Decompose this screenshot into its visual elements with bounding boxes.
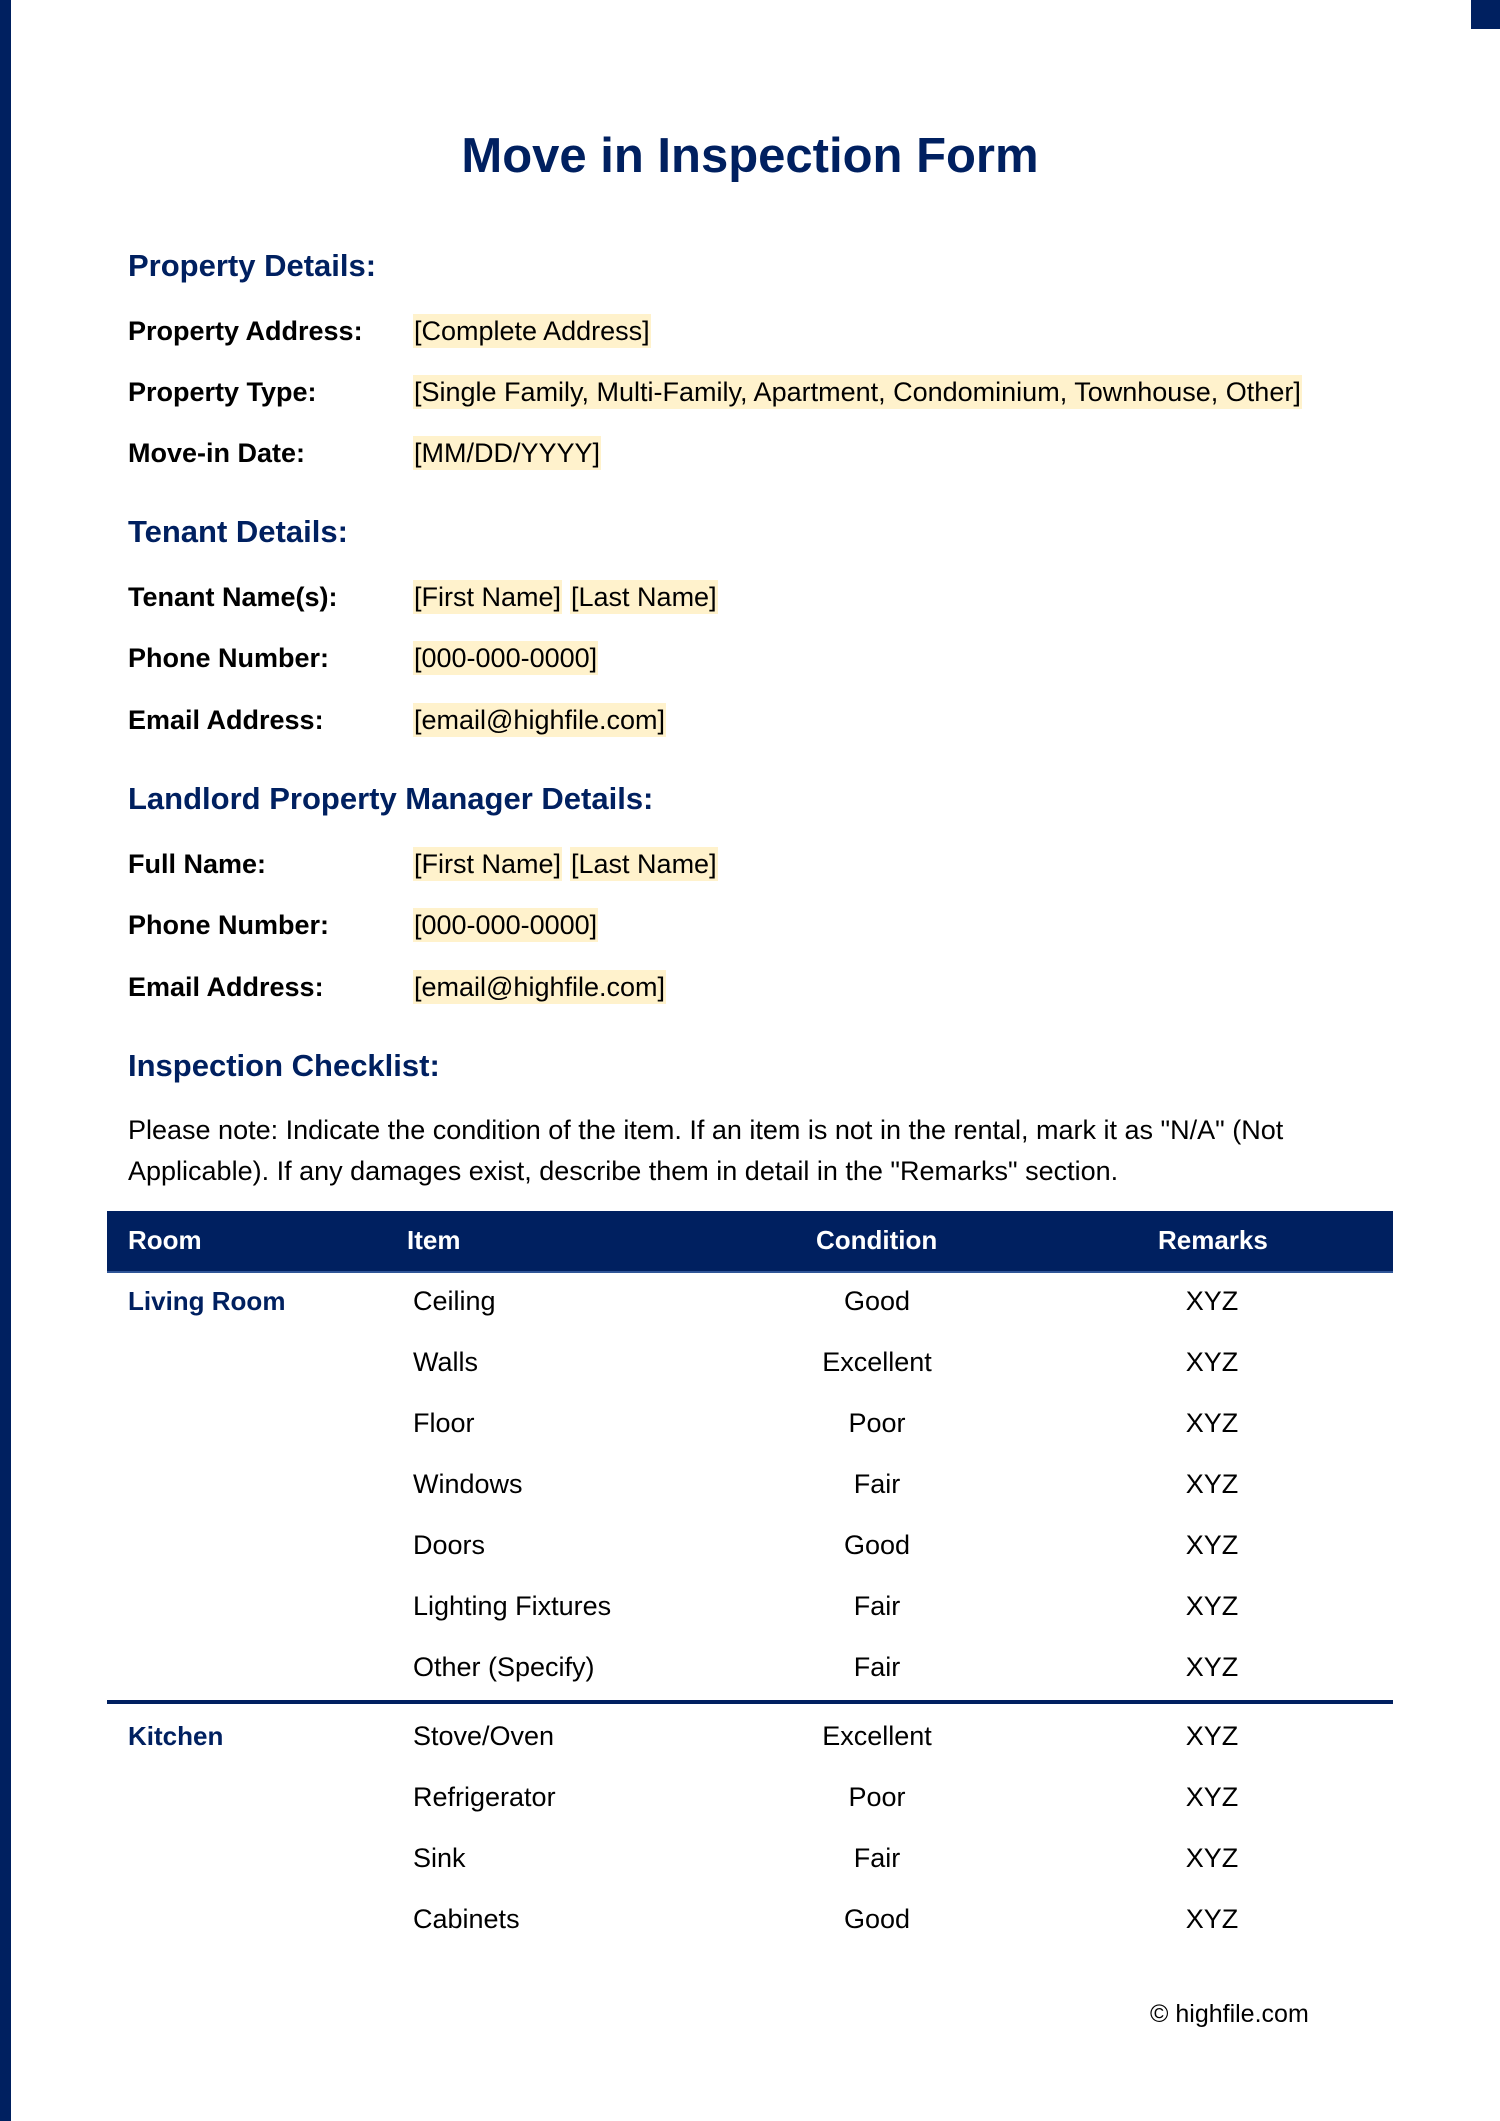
room-group-divider: [107, 1700, 1393, 1704]
remarks-cell[interactable]: XYZ: [1185, 1721, 1239, 1751]
item-cell: Cabinets: [413, 1904, 520, 1934]
landlord-phone-value[interactable]: [000-000-0000]: [414, 910, 598, 940]
landlord-last-name-value[interactable]: [Last Name]: [571, 849, 717, 879]
condition-cell[interactable]: Excellent: [822, 1347, 932, 1377]
page-title: Move in Inspection Form: [461, 129, 1039, 183]
condition-cell[interactable]: Excellent: [822, 1721, 932, 1751]
landlord-email-label: Email Address:: [128, 972, 324, 1002]
landlord-name-label: Full Name:: [128, 849, 267, 879]
remarks-cell[interactable]: XYZ: [1185, 1652, 1239, 1682]
tenant-email-field[interactable]: [413, 705, 666, 736]
header-room: Room: [128, 1225, 202, 1255]
landlord-email-value[interactable]: [email@highfile.com]: [414, 972, 666, 1002]
item-cell: Floor: [413, 1408, 475, 1438]
tenant-name-field[interactable]: [413, 582, 718, 613]
landlord-phone-field[interactable]: [413, 910, 598, 941]
item-cell: Doors: [413, 1530, 486, 1560]
item-cell: Ceiling: [413, 1286, 496, 1316]
room-label: Kitchen: [128, 1721, 224, 1751]
item-cell: Stove/Oven: [413, 1721, 555, 1751]
left-accent-bar: [0, 0, 11, 2121]
property-address-label: Property Address:: [128, 316, 363, 346]
item-cell: Windows: [413, 1469, 523, 1499]
move-in-date-label: Move-in Date:: [128, 438, 306, 468]
condition-cell[interactable]: Fair: [853, 1591, 901, 1621]
condition-cell[interactable]: Good: [843, 1286, 911, 1316]
remarks-cell[interactable]: XYZ: [1185, 1530, 1239, 1560]
table-header: [107, 1211, 1393, 1273]
tenant-phone-label: Phone Number:: [128, 643, 330, 673]
property-details-heading: Property Details:: [128, 248, 377, 283]
tenant-email-value[interactable]: [email@highfile.com]: [414, 705, 666, 735]
item-cell: Lighting Fixtures: [413, 1591, 612, 1621]
inspection-checklist-heading: Inspection Checklist:: [128, 1048, 440, 1083]
item-cell: Refrigerator: [413, 1782, 556, 1812]
landlord-name-field[interactable]: [413, 849, 718, 880]
item-cell: Other (Specify): [413, 1652, 595, 1682]
tenant-first-name-value[interactable]: [First Name]: [414, 582, 562, 612]
remarks-cell[interactable]: XYZ: [1185, 1782, 1239, 1812]
checklist-note: Please note: Indicate the condition of the item. If an item is not in the rental, mark it as "N/A" (Not Applicable). If any damages exist, describe them in detail in the "Remarks" section.: [128, 1115, 1284, 1186]
remarks-cell[interactable]: XYZ: [1185, 1408, 1239, 1438]
property-address-value[interactable]: [Complete Address]: [414, 316, 650, 346]
tenant-details-heading: Tenant Details:: [128, 514, 348, 549]
property-type-value[interactable]: [Single Family, Multi-Family, Apartment, Condominium, Townhouse, Other]: [414, 377, 1301, 407]
remarks-cell[interactable]: XYZ: [1185, 1286, 1239, 1316]
tenant-last-name-value[interactable]: [Last Name]: [571, 582, 717, 612]
remarks-cell[interactable]: XYZ: [1185, 1843, 1239, 1873]
landlord-first-name-value[interactable]: [First Name]: [414, 849, 562, 879]
landlord-details-heading: Landlord Property Manager Details:: [128, 781, 654, 816]
header-condition: Condition: [816, 1225, 938, 1255]
copyright-footer: © highfile.com: [1150, 2000, 1309, 2028]
remarks-cell[interactable]: XYZ: [1185, 1469, 1239, 1499]
condition-cell[interactable]: Poor: [848, 1782, 906, 1812]
remarks-cell[interactable]: XYZ: [1185, 1591, 1239, 1621]
tenant-email-label: Email Address:: [128, 705, 324, 735]
header-item: Item: [407, 1225, 461, 1255]
tenant-phone-value[interactable]: [000-000-0000]: [414, 643, 598, 673]
item-cell: Walls: [413, 1347, 478, 1377]
landlord-phone-label: Phone Number:: [128, 910, 330, 940]
property-type-field[interactable]: [413, 377, 1302, 408]
property-type-label: Property Type:: [128, 377, 317, 407]
property-address-field[interactable]: [413, 316, 651, 347]
condition-cell[interactable]: Good: [843, 1904, 911, 1934]
condition-cell[interactable]: Fair: [853, 1652, 901, 1682]
condition-cell[interactable]: Fair: [853, 1469, 901, 1499]
header-remarks: Remarks: [1158, 1225, 1268, 1255]
landlord-email-field[interactable]: [413, 972, 666, 1003]
move-in-date-field[interactable]: [413, 438, 601, 469]
remarks-cell[interactable]: XYZ: [1185, 1347, 1239, 1377]
room-label: Living Room: [128, 1286, 286, 1316]
tenant-phone-field[interactable]: [413, 643, 598, 674]
corner-accent-block: [1471, 0, 1500, 29]
tenant-name-label: Tenant Name(s):: [128, 582, 338, 612]
condition-cell[interactable]: Poor: [848, 1408, 906, 1438]
remarks-cell[interactable]: XYZ: [1185, 1904, 1239, 1934]
condition-cell[interactable]: Good: [843, 1530, 911, 1560]
item-cell: Sink: [413, 1843, 466, 1873]
move-in-date-value[interactable]: [MM/DD/YYYY]: [414, 438, 601, 468]
condition-cell[interactable]: Fair: [853, 1843, 901, 1873]
